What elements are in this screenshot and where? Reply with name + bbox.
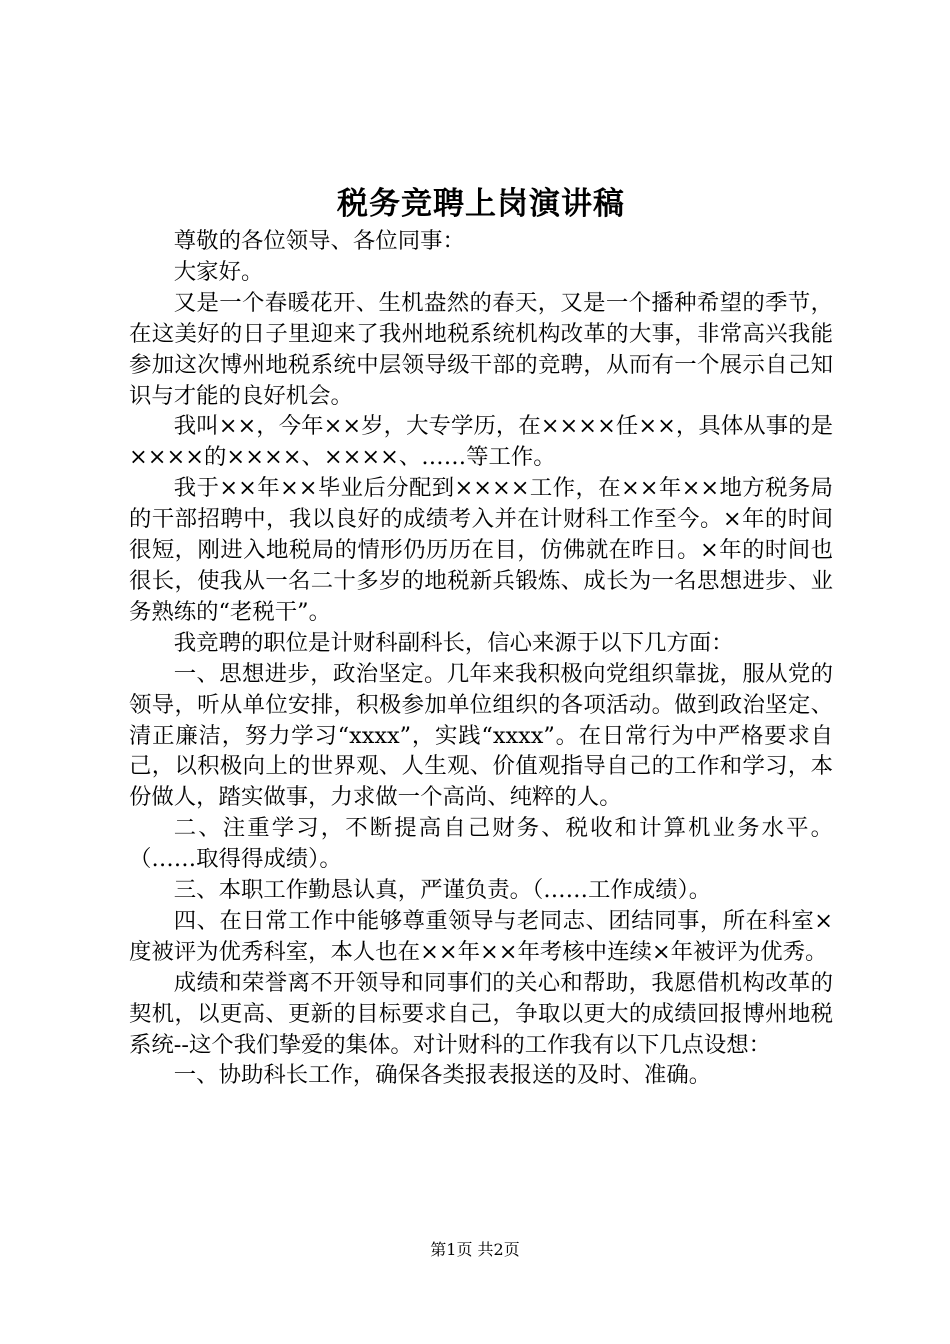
paragraph-intro: 又是一个春暖花开、生机盎然的春天，又是一个播种希望的季节，在这美好的日子里迎来了我州地税系统机构改革的大事，非常高兴我能参加这次博州地税系统中层领导级干部的竞聘，从而有一个展示自己知识与才能的良好机会。 — [129, 289, 833, 409]
document-title: 税务竞聘上岗演讲稿 — [337, 186, 625, 222]
paragraph-position: 我竞聘的职位是计财科副科长，信心来源于以下几方面： — [173, 629, 734, 656]
paragraph-salutation: 尊敬的各位领导、各位同事： — [173, 228, 465, 254]
document-body — [129, 182, 833, 1091]
paragraph-transition: 成绩和荣誉离不开领导和同事们的关心和帮助，我愿借机构改革的契机，以更高、更新的目标要求自己，争取以更大的成绩回报博州地税系统--这个我们挚爱的集体。对计财科的工作我有以下几点设想： — [129, 969, 833, 1058]
page-footer: 第1页 共2页 — [430, 1240, 520, 1259]
paragraph-greeting: 大家好。 — [173, 258, 264, 285]
paragraph-point-2: 二、注重学习，不断提高自己财务、税收和计算机业务水平。（……取得得成绩）。 — [129, 815, 833, 873]
paragraph-self-intro: 我叫××，今年××岁，大专学历，在××××任××，具体从事的是××××的××××、××××、……等工作。 — [129, 413, 833, 471]
paragraph-point-3: 三、本职工作勤恳认真，严谨负责。（……工作成绩）。 — [173, 877, 712, 904]
paragraph-point-1: 一、思想进步，政治坚定。几年来我积极向党组织靠拢，服从党的领导，听从单位安排，积极参加单位组织的各项活动。做到政治坚定、清正廉洁，努力学习“xxxx”，实践“xxxx”。在日常行为中严格要求自己，以积极向上的世界观、人生观、价值观指导自己的工作和学习，本份做人，踏实做事，力求做一个高尚、纯粹的人。 — [129, 660, 833, 811]
paragraph-point-4: 四、在日常工作中能够尊重领导与老同志、团结同事，所在科室×度被评为优秀科室，本人也在××年××年考核中连续×年被评为优秀。 — [129, 907, 833, 965]
paragraph-plan-1: 一、协助科长工作，确保各类报表报送的及时、准确。 — [173, 1062, 712, 1089]
paragraph-background: 我于××年××毕业后分配到××××工作，在××年××地方税务局的干部招聘中，我以良好的成绩考入并在计财科工作至今。×年的时间很短，刚进入地税局的情形仍历历在目，仿佛就在昨日。×年的时间也很长，使我从一名二十多岁的地税新兵锻炼、成长为一名思想进步、业务熟练的“老税干”。 — [129, 475, 833, 625]
